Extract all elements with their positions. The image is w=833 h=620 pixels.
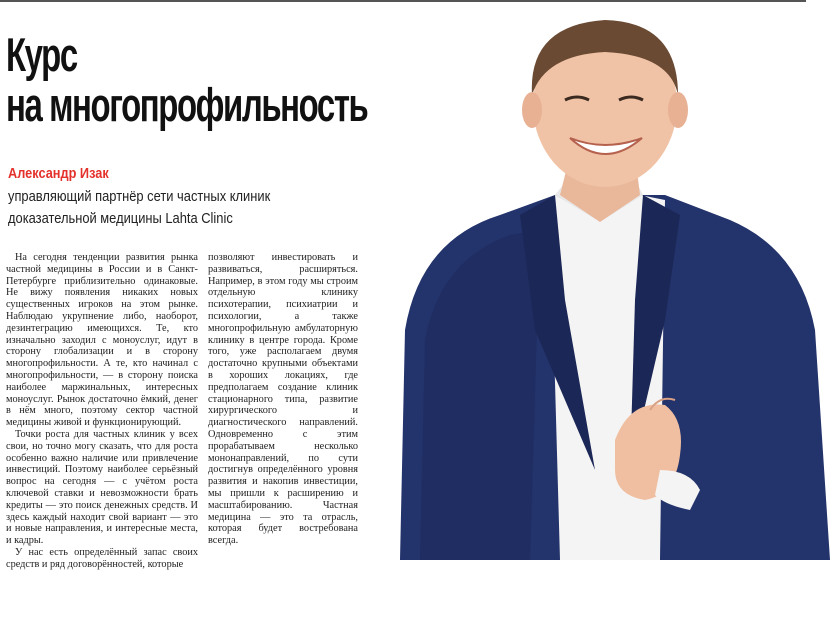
paragraph: Точки роста для частных клиник у всех свои, но точно могу сказать, что для роста особенно важно наличие или привлечение инвестиций. Поэтому наиболее серьёзный вопрос на сегодня — с учётом роста ключевой ставки и невозможности брать кредиты — это поиск денежных средств. И здесь каждый находит свой вариант — это и новые направления, и интересные места, и кадры. [6,428,198,547]
role-line-2: доказательной медицины Lahta Clinic [8,210,233,227]
author-name: Александр Изак [8,165,109,182]
article-title [6,28,368,131]
title-line-1: Курс [6,28,77,81]
title-line-2: на многопрофильность [6,78,368,131]
paragraph: На сегодня тенденции развития рынка частной медицины в России и в Санкт-Петербурге приблизительно одинаковые. Не вижу появления никаких новых существенных игроков на этом рынке. Наблюдаю укрупнение либо, наоборот, дезинтеграцию имеющихся. Те, кто изначально заходил с моноуслуг, идут в сторону глобализации и в сторону многопрофильности. А те, кто начинал с многопрофильности, — в сторону поиска наиболее маржинальных, интересных моноуслуг. Рынок достаточно ёмкий, денег в нём много, поэтому сектор частной медицины живой и функционирующий. [6,252,198,429]
text-column-1 [6,252,198,571]
text-column-2 [208,252,358,547]
paragraph: позволяют инвестировать и развиваться, расширяться. Например, в этом году мы строим отдельную клинику психотерапии, психиатрии и психологии, а также многопрофильную амбулаторную клинику в центре города. Кроме того, уже располагаем двумя достаточно крупными объектами в хороших локациях, где предполагаем создание клиник стационарного типа, развитие хирургического и диагностического направлений. Одновременно с этим прорабатываем несколько мононаправлений, по сути достигнув определённого уровня развития и накопив инвестиции, мы пришли к расширению и масштабированию. Частная медицина — это та отрасль, которая будет востребована всегда. [208,252,358,547]
author-portrait-photo [360,0,833,560]
paragraph: У нас есть определённый запас своих средств и ряд договорённостей, которые [6,546,198,570]
role-line-1: управляющий партнёр сети частных клиник [8,188,271,205]
author-role [8,186,343,230]
